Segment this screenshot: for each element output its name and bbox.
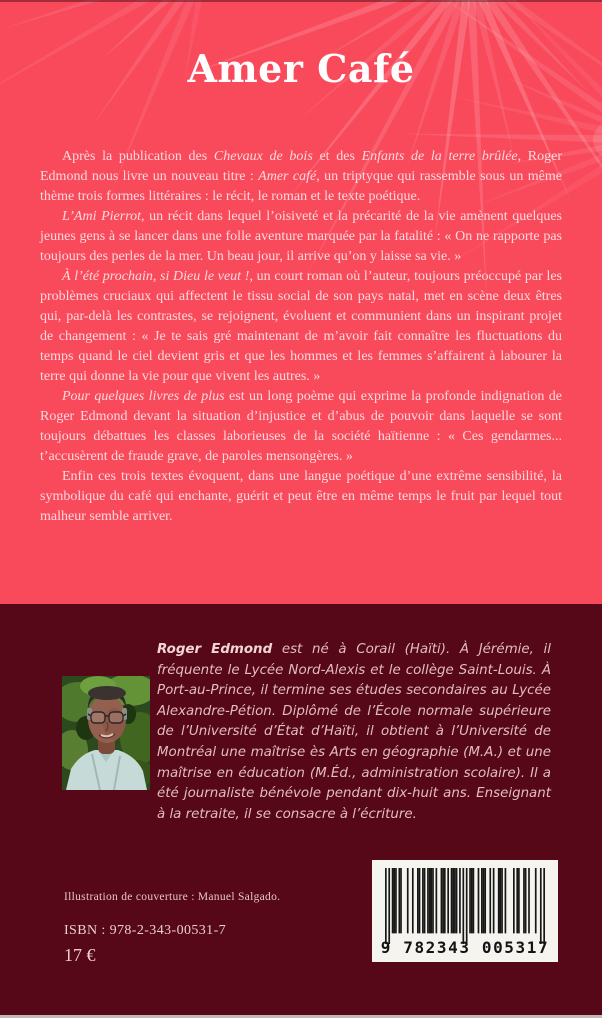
page-top-edge <box>0 0 602 2</box>
author-portrait-image <box>62 676 150 790</box>
text-run-italic: Chevaux de bois <box>213 149 313 164</box>
synopsis-text <box>40 147 562 527</box>
text-run-italic: Enfants de la terre brûlée <box>361 149 518 164</box>
author-name: Roger Edmond <box>157 642 273 657</box>
text-run-italic: À l’été prochain, si Dieu le veut ! <box>62 269 250 284</box>
synopsis-paragraph-5 <box>40 467 562 527</box>
text-run-italic: Pour quelques livres de plus <box>62 389 225 404</box>
author-photo <box>62 676 150 790</box>
synopsis-paragraph-1 <box>40 147 562 207</box>
synopsis-paragraph-4 <box>40 387 562 467</box>
text-run: Après la publication des <box>62 149 214 164</box>
text-run: , un triptyque qui rassemble sous un même thème trois formes littéraires : le récit, le roman et le texte poétique. <box>40 169 562 204</box>
text-run: , Roger Edmond nous livre un nouveau titre : <box>40 149 563 184</box>
text-run: est un long poème qui exprime la profonde indignation de Roger Edmond devant la situation d’injustice et d’abus de pouvoir dans laquelle se sont toujours débattues les classes laborieuses de la société haïtienne : « Ces gendarmes... t’accusèrent de fraude grave, de paroles mensongères. » <box>40 389 562 464</box>
author-bio <box>157 640 551 825</box>
author-section <box>0 604 602 1018</box>
text-run: , un récit dans lequel l’oisiveté et la précarité de la vie amènent quelques jeunes gens à se lancer dans une folle aventure marquée par la fatalité : « On ne rapporte pas toujours des perles de la mer. Un beau jour, il arrive qu’on y laisse sa vie. » <box>40 209 563 264</box>
price-text: 17 € <box>64 945 96 965</box>
text-run-italic: Amer café <box>258 169 317 184</box>
barcode-bars <box>385 868 545 944</box>
text-run: , un court roman où l’auteur, toujours préoccupé par les problèmes cruciaux qui affectent le tissu social de son pays natal, met en scène deux êtres qui, par-delà les contrastes, se rejoignent, évoluent et communient dans un inspirant projet de changement : « Je te sais gré maintenant de m’avoir fait connaître les fluctuations du temps quand le ciel devient gris et que les hommes et les femmes s’affairent à labourer la terre qui donne la vie pour que vivent les autres. » <box>40 269 562 384</box>
isbn-text: ISBN : 978-2-343-00531-7 <box>64 923 227 938</box>
synopsis-paragraph-2 <box>40 207 562 267</box>
illustration-credit: Illustration de couverture : Manuel Salgado. <box>64 891 281 903</box>
book-title: Amer Café <box>187 46 415 91</box>
text-run: et des <box>312 149 362 164</box>
synopsis-paragraph-3 <box>40 267 562 387</box>
barcode-digits: 9 782343 005317 <box>380 938 550 957</box>
barcode <box>372 860 558 962</box>
text-run-italic: L’Ami Pierrot <box>62 209 142 224</box>
author-bio-text: est né à Corail (Haïti). À Jérémie, il fréquente le Lycée Nord-Alexis et le collège Saint-Louis. À Port-au-Prince, il termine ses études secondaires au Lycée Alexandre-Pétion. Diplômé de l’École normale supérieure de l’Université d’État d’Haïti, il obtient à l’Université de Montréal une maîtrise ès Arts en géographie (M.A.) et une maîtrise en éducation (M.Éd., administration scolaire). Il a été journaliste bénévole pendant dix-huit ans. Enseignant à la retraite, il se consacre à l’écriture. <box>157 642 552 822</box>
text-run: Enfin ces trois textes évoquent, dans une langue poétique d’une extrême sensibilité, la symbolique du café qui enchante, guérit et peut être en même temps le fruit par lequel tout malheur semble arriver. <box>40 469 562 524</box>
